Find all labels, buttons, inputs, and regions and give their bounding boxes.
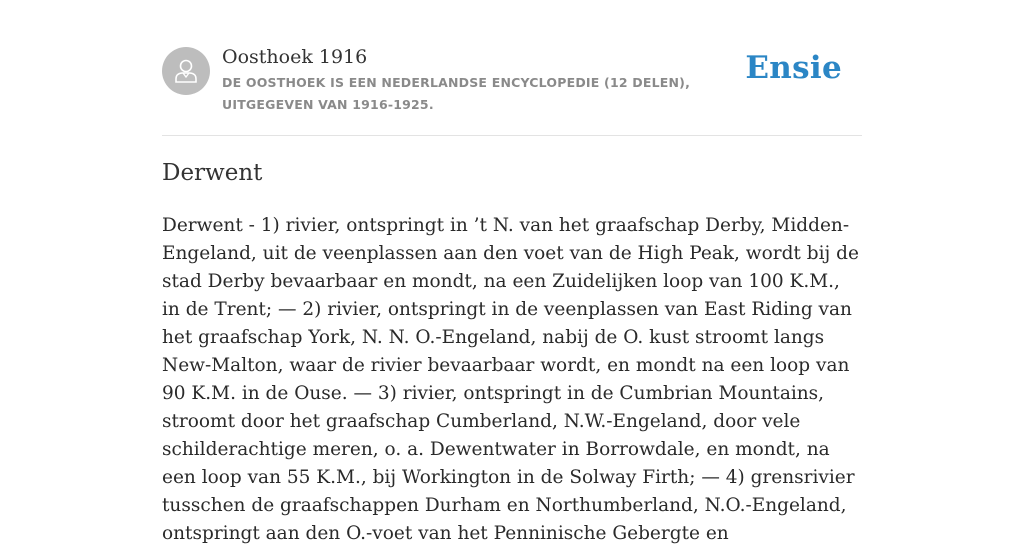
entry-body-text: Derwent - 1) rivier, ontspringt in ’t N. van het graafschap Derby, Midden-Engeland, uit de veenplassen aan den voet van de High Peak, wordt bij de stad Derby bevaarbaar en mondt, na een Zuidelijken loop van 100 K.M., in de Trent; — 2) rivier, ontspringt in de veenplassen van East Riding van het graafschap York, N. N. O.-Engeland, nabij de O. kust stroomt langs New-Malton, waar de rivier bevaarbaar wordt, en mondt na een loop van 90 K.M. in de Ouse. — 3) rivier, ontspringt in de Cumbrian Mountains, stroomt door het graafschap Cumberland, N.W.-Engeland, door vele schilderachtige meren, o. a. Dewentwater in Borrowdale, en mondt, na een loop van 55 K.M., bij Workington in de Solway Firth; — 4) grensrivier tusschen de graafschappen Durham en Northumberland, N.O.-Engeland, ontspringt aan den O.-voet van het Penninische Gebergte en <box>162 215 859 544</box>
ensie-logo-link[interactable]: Ensie <box>745 50 842 86</box>
source-avatar[interactable] <box>162 47 210 95</box>
source-header <box>162 0 862 136</box>
source-description: DE OOSTHOEK IS EEN NEDERLANDSE ENCYCLOPEDIE (12 DELEN), UITGEGEVEN VAN 1916-1925. <box>222 75 691 112</box>
entry-title: Derwent <box>162 160 263 186</box>
user-silhouette-icon <box>171 56 201 86</box>
source-title[interactable]: Oosthoek 1916 <box>222 46 368 68</box>
entry-page <box>162 0 862 544</box>
